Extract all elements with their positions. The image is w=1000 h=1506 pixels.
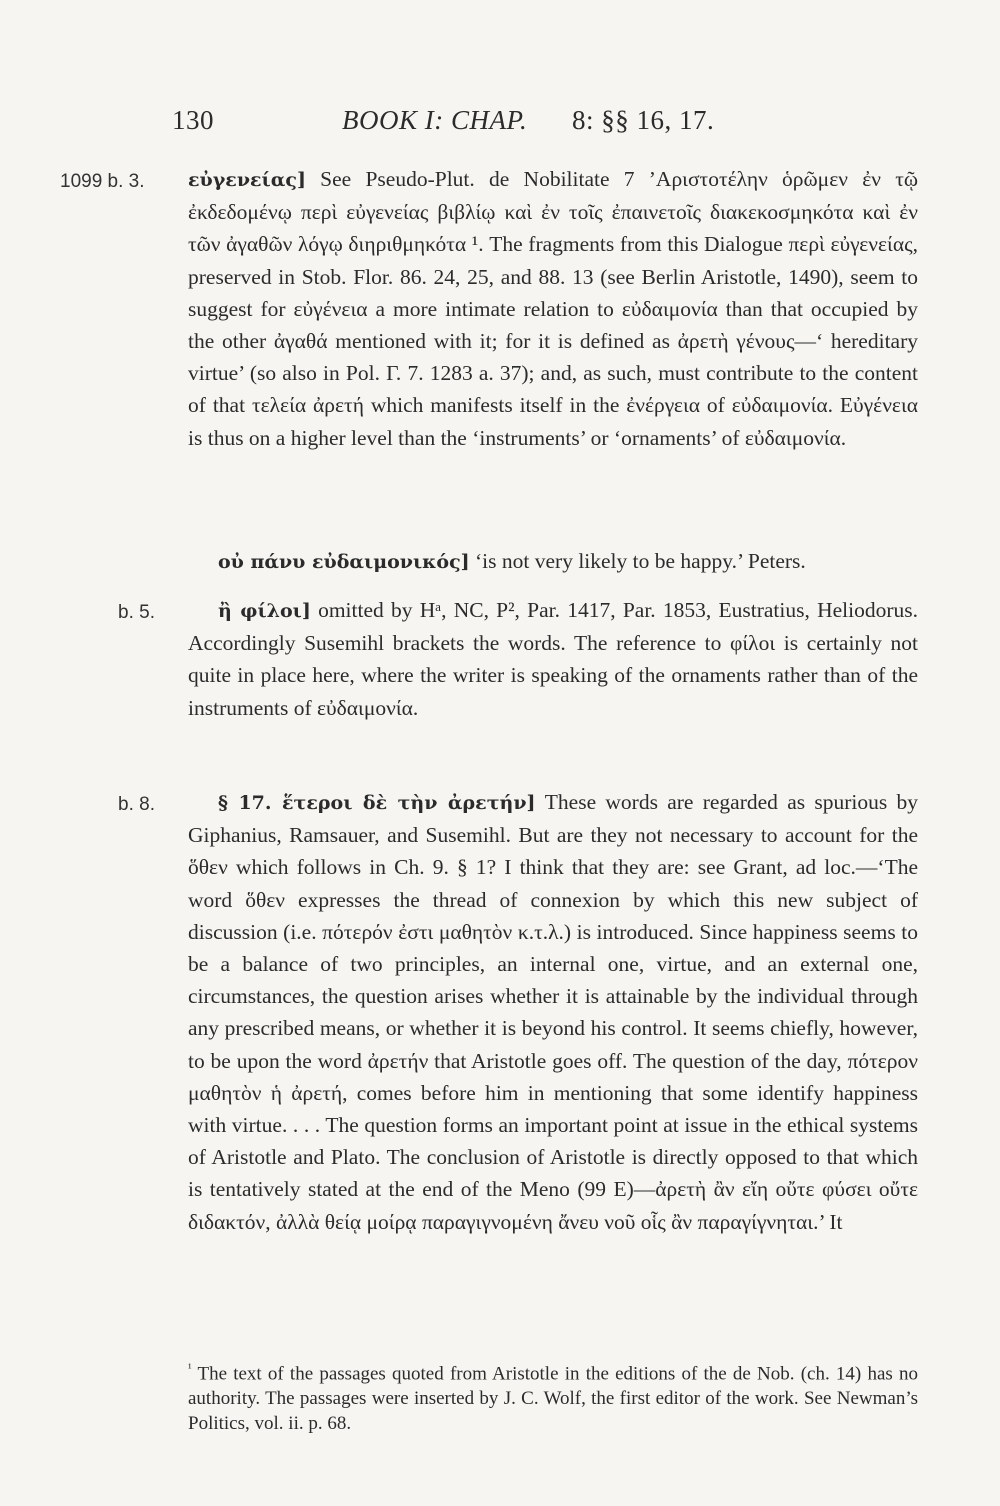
commentary-text bbox=[188, 786, 918, 1238]
line-reference: b. 5. bbox=[118, 602, 155, 623]
line-reference: b. 8. bbox=[118, 794, 155, 815]
page-number: 130 bbox=[172, 105, 214, 135]
footnote-text: The text of the passages quoted from Aristotle in the editions of the de Nob. (ch. 14) has no authority. The passages were inserted by J. C. Wolf, the first editor of the work. See Newman’s Politics, vol. ii. p. 68. bbox=[188, 1363, 918, 1435]
commentary-body: ‘is not very likely to be happy.’ Peters. bbox=[469, 549, 806, 573]
commentary-body: See Pseudo-Plut. de Nobilitate 7 ’Αριστοτέλην ὁρῶμεν ἐν τῷ ἐκδεδομένῳ περὶ εὐγενείας βιβλίῳ καὶ ἐν τοῖς ἐπαινετοῖς διακεκοσμηκότα καὶ ἐν τῶν ἀγαθῶν λόγῳ διηριθμηκότα ¹. The fragments from this Dialogue περὶ εὐγενείας, preserved in Stob. Flor. 86. 24, 25, and 88. 13 (see Berlin Aristotle, 1490), seem to suggest for εὐγένεια a more intimate relation to εὐδαιμονία than that occupied by the other ἀγαθά mentioned with it; for it is defined as ἀρετὴ γένους—‘ hereditary virtue’ (so also in Pol. Γ. 7. 1283 a. 37); and, as such, must contribute to the content of that τελεία ἀρετή which manifests itself in the ἐνέργεια of εὐδαιμονία. Εὐγένεια is thus on a higher level than the ‘instruments’ or ‘ornaments’ of εὐδαιμονία. bbox=[188, 167, 918, 450]
lemma: οὐ πάνυ εὐδαιμονικός] bbox=[218, 551, 470, 573]
lemma: εὐγενείας] bbox=[188, 169, 306, 191]
commentary-text bbox=[188, 163, 918, 454]
line-reference: 1099 b. 3. bbox=[60, 171, 145, 192]
lemma: ἢ φίλοι] bbox=[218, 600, 311, 622]
lemma: § 17. ἕτεροι δὲ τὴν ἀρετήν] bbox=[218, 792, 536, 814]
commentary-text bbox=[188, 594, 918, 724]
commentary-body: omitted by Hᵃ, NC, P², Par. 1417, Par. 1853, Eustratius, Heliodorus. Accordingly Susemihl brackets the words. The reference to φίλοι is certainly not quite in place here, where the writer is speaking of the ornaments rather than of the instruments of εὐδαιμονία. bbox=[188, 598, 918, 720]
commentary-body: These words are regarded as spurious by Giphanius, Ramsauer, and Susemihl. But are they not necessary to account for the ὅθεν which follows in Ch. 9. § 1? I think that they are: see Grant, ad loc.—‘The word ὅθεν expresses the thread of connexion by which this new subject of discussion (i.e. πότερόν ἐστι μαθητὸν κ.τ.λ.) is introduced. Since happiness seems to be a balance of two principles, an internal one, virtue, and an external one, circumstances, the question arises whether it is attainable by the individual through any prescribed means, or whether it is beyond his control. It seems chiefly, however, to be upon the word ἀρετήν that Aristotle goes off. The question of the day, πότερον μαθητὸν ἡ ἀρετή, comes before him in mentioning that some identify happiness with virtue. . . . The question forms an important point at issue in the ethical systems of Aristotle and Plato. The conclusion of Aristotle is directly opposed to that which is tentatively stated at the end of the Meno (99 E)—ἀρετὴ ἂν εἴη οὔτε φύσει οὔτε διδακτόν, ἀλλὰ θείᾳ μοίρᾳ παραγιγνομένη ἄνευ νοῦ οἷς ἂν παραγίγνηται.’ It bbox=[188, 790, 919, 1234]
footnote-marker: ¹ bbox=[188, 1361, 192, 1375]
commentary-text bbox=[188, 545, 918, 578]
running-title: BOOK I: CHAP. bbox=[342, 105, 528, 135]
footnote bbox=[188, 1356, 918, 1436]
section-reference: 8: §§ 16, 17. bbox=[572, 105, 715, 135]
